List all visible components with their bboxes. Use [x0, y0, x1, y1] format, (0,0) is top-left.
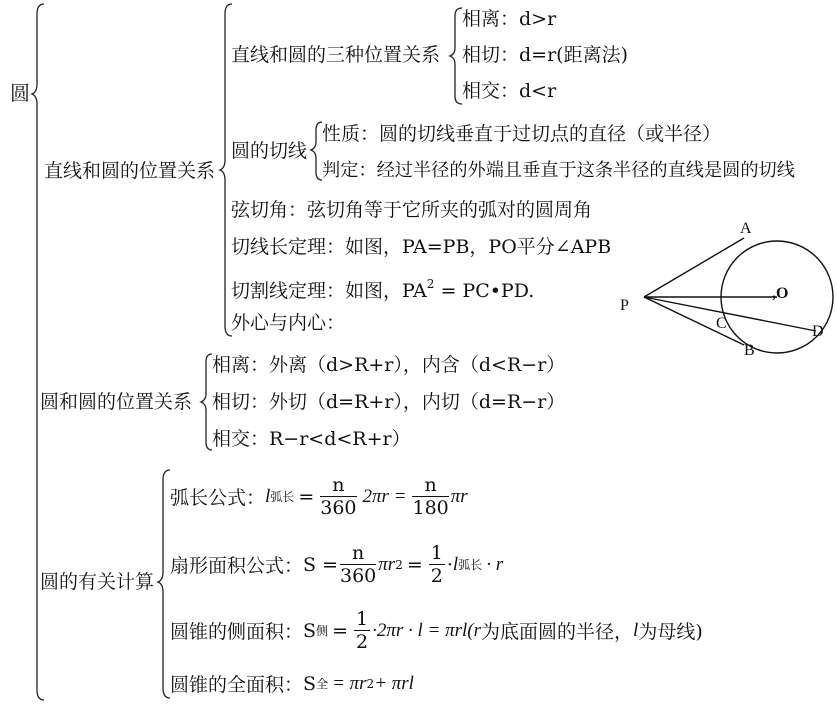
sector-r: · r — [486, 553, 504, 575]
sector-s: S = — [303, 553, 338, 576]
arc-length-formula — [170, 474, 468, 519]
lateral-sub: 侧 — [316, 624, 329, 638]
brace-root — [32, 4, 44, 700]
centers-label: 外心与内心： — [231, 312, 346, 334]
arc-label: 弧长公式： — [170, 487, 266, 509]
lateral-r: r — [473, 619, 482, 641]
sector-dot: · — [446, 553, 453, 576]
three-positions-title: 直线和圆的三种位置关系 — [231, 44, 441, 66]
lateral-frac: $\frac{1}{2}$ — [355, 608, 369, 653]
sector-frac-1: $\frac{n}{360}$ — [340, 542, 377, 587]
circle-circle-item: 相交：R−r<d<R+r） — [212, 428, 411, 450]
brace-calc — [158, 470, 170, 698]
sector-pr: πr — [378, 553, 396, 575]
tangent-secant-figure — [612, 192, 837, 362]
lateral-note-1: 为底面圆的半径， — [481, 621, 634, 643]
sector-area-formula — [170, 542, 503, 587]
root-label: 圆 — [10, 81, 30, 105]
cone-total-formula — [170, 670, 414, 697]
sector-frac-2: $\frac{1}{2}$ — [430, 542, 443, 587]
sector-sub: 弧长 — [458, 558, 483, 572]
position-item: 相交：d<r — [462, 80, 557, 102]
cone-lateral-formula — [170, 608, 703, 653]
secant-prefix: 切割线定理：如图，PA — [231, 280, 427, 302]
tangent-length-theorem: 切线长定理：如图，PA=PB，PO平分∠APB — [231, 236, 612, 258]
sector-label: 扇形面积公式： — [170, 555, 304, 577]
line-circle-title: 直线和圆的位置关系 — [44, 160, 216, 182]
label-p: P — [620, 297, 629, 314]
total-rest: = πr — [332, 672, 367, 694]
total-tail: + πrl — [374, 672, 414, 694]
arc-sub: 弧长 — [270, 490, 295, 504]
sector-sq: 2 — [395, 557, 403, 572]
secant-pd — [644, 297, 816, 331]
label-o: ,O — [772, 285, 789, 302]
label-a: A — [740, 220, 752, 237]
secant-suffix: = PC•PD. — [434, 280, 535, 302]
arc-mid: 2πr = — [362, 485, 407, 507]
circle-circle-item: 相切：外切（d=R+r），内切（d=R−r） — [212, 391, 566, 413]
brace-circle-circle — [201, 354, 212, 450]
label-d: D — [812, 323, 824, 340]
lateral-l: l — [633, 619, 639, 641]
tangent-pb — [644, 297, 744, 345]
lateral-s: S — [303, 619, 317, 642]
total-label: 圆锥的全面积： — [170, 674, 304, 696]
label-b: B — [744, 342, 755, 359]
tangent-property: 性质：圆的切线垂直于过切点的直径（或半径） — [322, 123, 722, 145]
tangent-criterion: 判定：经过半径的外端且垂直于这条半径的直线是圆的切线 — [322, 160, 795, 181]
brace-tangent — [311, 122, 322, 180]
position-item: 相离：d>r — [462, 8, 557, 30]
brace-three-positions — [450, 8, 462, 104]
label-c: C — [716, 315, 727, 332]
position-item: 相切：d=r(距离法) — [462, 44, 628, 66]
arc-frac-2: $\frac{n}{180}$ — [412, 474, 449, 519]
sector-eq: = — [406, 553, 423, 576]
total-sub: 全 — [316, 677, 329, 691]
lateral-note-2: 为母线) — [638, 621, 703, 643]
arc-l: l — [265, 485, 271, 507]
lateral-rest: ·2πr · l = πrl( — [372, 619, 474, 641]
total-s: S — [303, 672, 317, 695]
circle-circle-item: 相离：外离（d>R+r），内含（d<R−r） — [212, 354, 566, 376]
calc-title: 圆的有关计算 — [40, 571, 155, 593]
arc-eq: = — [298, 485, 315, 508]
secant-sup: 2 — [426, 277, 435, 291]
circle-circle-title: 圆和圆的位置关系 — [40, 391, 193, 413]
arc-pr: πr — [450, 485, 468, 507]
tangent-title: 圆的切线 — [231, 140, 308, 162]
sector-l: l — [452, 553, 459, 575]
lateral-label: 圆锥的侧面积： — [170, 621, 304, 643]
total-sq: 2 — [366, 676, 375, 691]
secant-theorem — [231, 273, 534, 302]
lateral-eq: = — [332, 619, 348, 642]
chord-tangent-angle: 弦切角：弦切角等于它所夹的弧对的圆周角 — [231, 199, 593, 221]
arc-frac-1: $\frac{n}{360}$ — [320, 474, 357, 519]
